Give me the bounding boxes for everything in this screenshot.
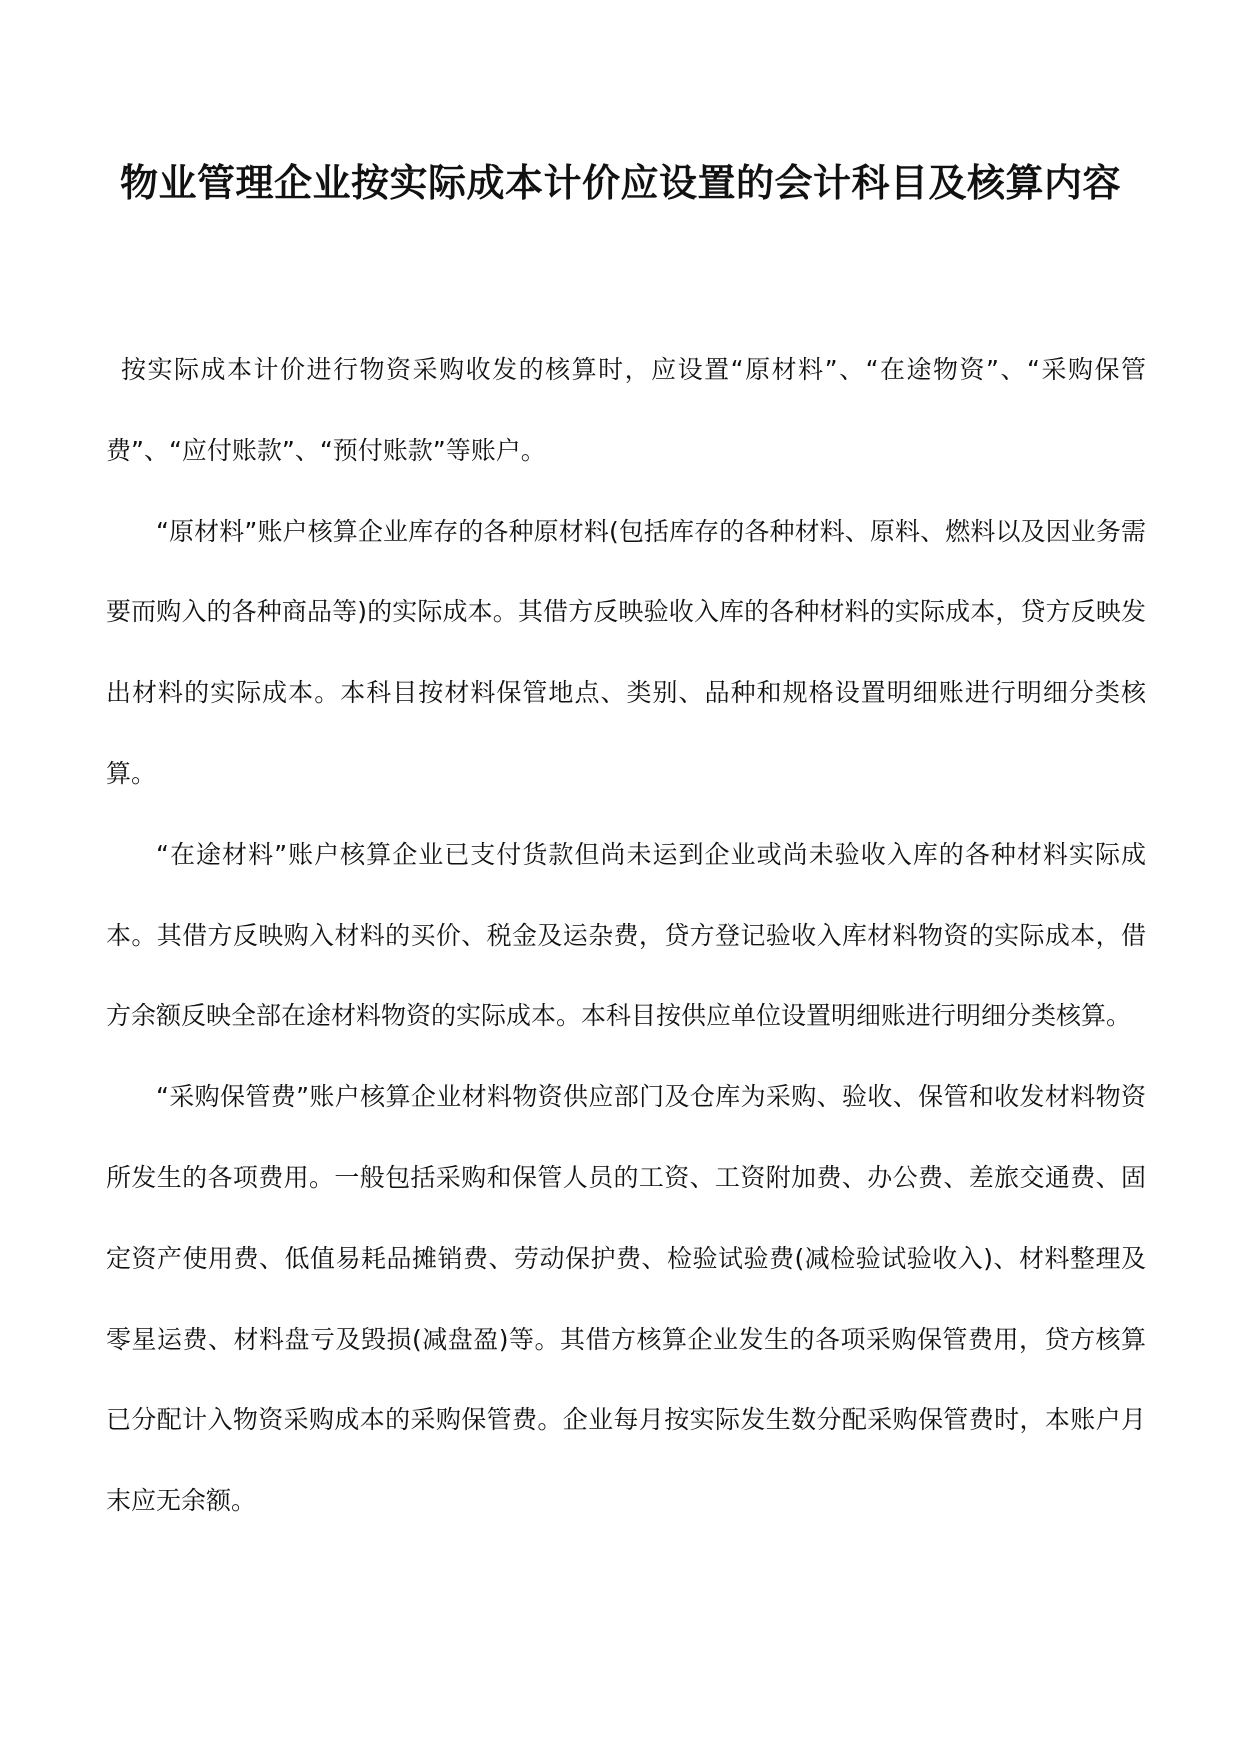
paragraph-materials-in-transit: “在途材料”账户核算企业已支付货款但尚未运到企业或尚未验收入库的各种材料实际成本。其借方反映购入材料的买价、税金及运杂费，贷方登记验收入库材料物资的实际成本，借方余额反映全部在途材料物资的实际成本。本科目按供应单位设置明细账进行明细分类核算。 xyxy=(106,839,1146,1031)
document-title: 物业管理企业按实际成本计价应设置的会计科目及核算内容 xyxy=(119,160,1121,205)
paragraph-purchase-storage-fee: “采购保管费”账户核算企业材料物资供应部门及仓库为采购、验收、保管和收发材料物资所发生的各项费用。一般包括采购和保管人员的工资、工资附加费、办公费、差旅交通费、固定资产使用费、低值易耗品摊销费、劳动保护费、检验试验费(减检验试验收入)、材料整理及零星运费、材料盘亏及毁损(减盘盈)等。其借方核算企业发生的各项采购保管费用，贷方核算已分配计入物资采购成本的采购保管费。企业每月按实际发生数分配采购保管费时，本账户月末应无余额。 xyxy=(106,1082,1146,1516)
paragraph-raw-materials: “原材料”账户核算企业库存的各种原材料(包括库存的各种材料、原料、燃料以及因业务需要而购入的各种商品等)的实际成本。其借方反映验收入库的各种材料的实际成本，贷方反映发出材料的实际成本。本科目按材料保管地点、类别、品种和规格设置明细账进行明细分类核算。 xyxy=(106,516,1146,788)
paragraph-intro: 按实际成本计价进行物资采购收发的核算时，应设置“原材料”、“在途物资”、“采购保管费”、“应付账款”、“预付账款”等账户。 xyxy=(106,355,1146,465)
document-body xyxy=(106,330,1146,1542)
